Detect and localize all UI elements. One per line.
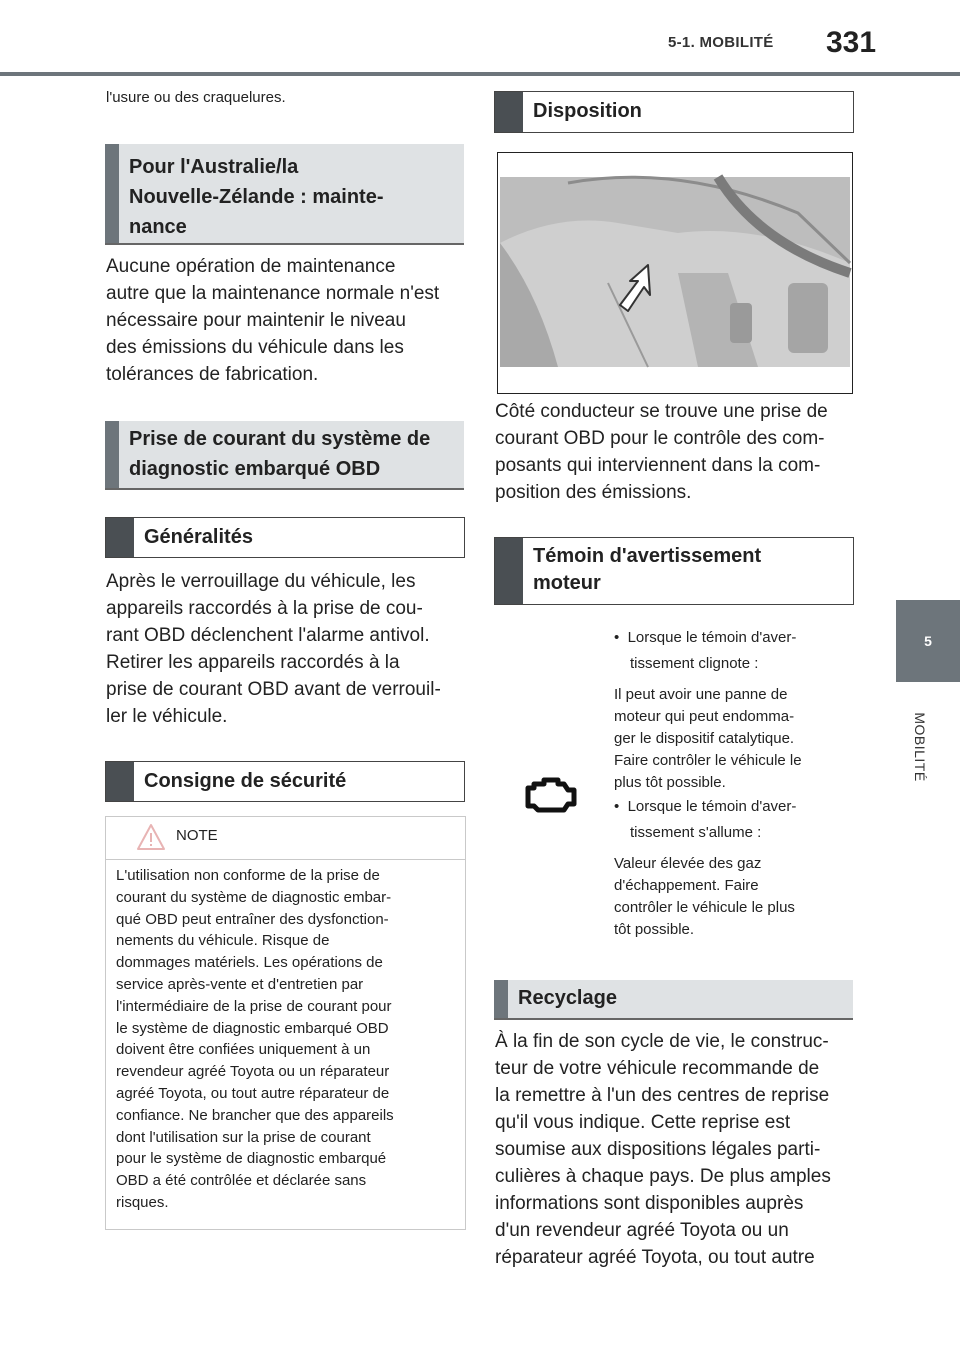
chapter-tab-number: 5 (896, 600, 960, 682)
text-line: posants qui interviennent dans la com- (495, 455, 821, 476)
text-line: soumise aux dispositions légales parti- (495, 1139, 821, 1160)
heading-line: Pour l'Australie/la (129, 156, 299, 178)
recycling-paragraph (495, 1028, 857, 1271)
note-line: le système de diagnostic embarqué OBD (116, 1019, 389, 1037)
page-number: 331 (826, 26, 877, 59)
text-line: la remettre à l'un des centres de reprise (495, 1085, 830, 1106)
heading-bar (106, 518, 134, 557)
note-line: risques. (116, 1193, 169, 1211)
maintenance-paragraph (106, 253, 466, 388)
note-line: qué OBD peut entraîner des dysfonction- (116, 910, 389, 928)
text-line: rant OBD déclenchent l'alarme antivol. (106, 625, 430, 646)
note-line: revendeur agréé Toyota ou un réparateur (116, 1063, 390, 1081)
text-line: Faire contrôler le véhicule le (614, 752, 802, 769)
heading-warning-text (533, 543, 845, 597)
heading-obd (105, 421, 464, 490)
text-line: courant OBD pour le contrôle des com- (495, 428, 825, 449)
text-line: autre que la maintenance normale n'est (106, 283, 440, 304)
bullet-line: tissement clignote : (630, 655, 759, 672)
note-line: confiance. Ne brancher que des appareils (116, 1106, 394, 1124)
text-line: Côté conducteur se trouve une prise de (495, 401, 828, 422)
note-line: dont l'utilisation sur la prise de courant (116, 1128, 371, 1146)
heading-warning (494, 537, 854, 605)
heading-line: diagnostic embarqué OBD (129, 458, 381, 480)
text-line: d'échappement. Faire (614, 877, 759, 894)
bullet-line: • Lorsque le témoin d'aver- (614, 798, 797, 815)
note-line: dommages matériels. Les opérations de (116, 954, 383, 972)
heading-line: nance (129, 216, 187, 238)
text-line: position des émissions. (495, 482, 692, 503)
note-line: pour le système de diagnostic embarqué (116, 1150, 387, 1168)
heading-line: Témoin d'avertissement (533, 545, 762, 567)
note-header (106, 817, 465, 860)
text-line: informations sont disponibles auprès (495, 1193, 804, 1214)
note-line: service après-vente et d'entretien par (116, 975, 364, 993)
text-line: des émissions du véhicule dans les (106, 337, 404, 358)
heading-bar (106, 762, 134, 801)
heading-maintenance (105, 144, 464, 245)
note-title: NOTE (176, 827, 218, 844)
text-line: qu'il vous indique. Cette reprise est (495, 1112, 791, 1133)
text-line: moteur qui peut endomma- (614, 708, 795, 725)
note-body (116, 865, 455, 1214)
note-box (105, 816, 466, 1230)
general-paragraph (106, 568, 466, 730)
heading-bar (105, 144, 119, 243)
intro-text: l'usure ou des craquelures. (106, 89, 286, 106)
disposition-paragraph (495, 398, 855, 506)
heading-bar (105, 421, 119, 488)
text-line: d'un revendeur agréé Toyota ou un (495, 1220, 789, 1241)
bullet-line: tissement s'allume : (630, 824, 762, 841)
heading-bar (494, 980, 508, 1018)
warning-triangle-icon (136, 823, 166, 851)
heading-general (105, 517, 465, 558)
heading-line: Nouvelle-Zélande : mainte- (129, 186, 384, 208)
chapter-tab-label (900, 692, 940, 802)
warning-bullet-2 (614, 796, 854, 844)
chapter-tab-label-text: MOBILITÉ (912, 712, 928, 782)
note-line: OBD a été contrôlée et déclarée sans (116, 1172, 367, 1190)
text-line: Retirer les appareils raccordés à la (106, 652, 400, 673)
heading-disposition-text: Disposition (533, 100, 642, 122)
text-line: culières à chaque pays. De plus amples (495, 1166, 831, 1187)
text-line: Valeur élevée des gaz (614, 855, 762, 872)
header-rule (0, 72, 960, 76)
warning-text-1 (614, 684, 854, 794)
note-line: doivent être confiées uniquement à un (116, 1041, 371, 1059)
text-line: Aucune opération de maintenance (106, 256, 396, 277)
text-line: Après le verrouillage du véhicule, les (106, 571, 416, 592)
heading-safety (105, 761, 465, 802)
text-line: ler le véhicule. (106, 706, 228, 727)
heading-bar (495, 92, 523, 132)
footwell-illustration (498, 153, 852, 393)
text-line: contrôler le véhicule le plus (614, 899, 795, 916)
heading-general-text: Généralités (144, 526, 253, 548)
text-line: nécessaire pour maintenir le niveau (106, 310, 406, 331)
heading-line: moteur (533, 572, 601, 594)
text-line: tôt possible. (614, 921, 695, 938)
text-line: ger le dispositif catalytique. (614, 730, 795, 747)
text-line: prise de courant OBD avant de verrouil- (106, 679, 441, 700)
note-line: courant du système de diagnostic embar- (116, 888, 392, 906)
note-line: nements du véhicule. Risque de (116, 932, 330, 950)
text-line: À la fin de son cycle de vie, le construc- (495, 1031, 829, 1052)
bullet-line: • Lorsque le témoin d'aver- (614, 629, 797, 646)
section-title: 5-1. MOBILITÉ (668, 34, 774, 51)
text-line: tolérances de fabrication. (106, 364, 319, 385)
warning-bullet-1 (614, 627, 854, 675)
heading-disposition (494, 91, 854, 133)
note-line: L'utilisation non conforme de la prise de (116, 867, 380, 884)
heading-recycling (494, 980, 853, 1020)
heading-recycling-text: Recyclage (518, 987, 617, 1009)
heading-line: Prise de courant du système de (129, 428, 431, 450)
engine-warning-icon (524, 776, 580, 816)
text-line: appareils raccordés à la prise de cou- (106, 598, 423, 619)
heading-obd-text (129, 424, 456, 484)
text-line: plus tôt possible. (614, 774, 726, 791)
text-line: réparateur agréé Toyota, ou tout autre (495, 1247, 815, 1268)
heading-maintenance-text (129, 152, 456, 242)
note-line: agréé Toyota, ou tout autre réparateur de (116, 1084, 390, 1102)
bullet-text: Lorsque le témoin d'aver- (627, 629, 797, 646)
text-line: Il peut avoir une panne de (614, 686, 788, 703)
obd-location-illustration (497, 152, 853, 394)
bullet-text: Lorsque le témoin d'aver- (627, 798, 797, 815)
heading-bar (495, 538, 523, 604)
note-line: l'intermédiaire de la prise de courant pour (116, 997, 392, 1015)
heading-safety-text: Consigne de sécurité (144, 770, 347, 792)
warning-text-2 (614, 853, 854, 941)
text-line: teur de votre véhicule recommande de (495, 1058, 820, 1079)
